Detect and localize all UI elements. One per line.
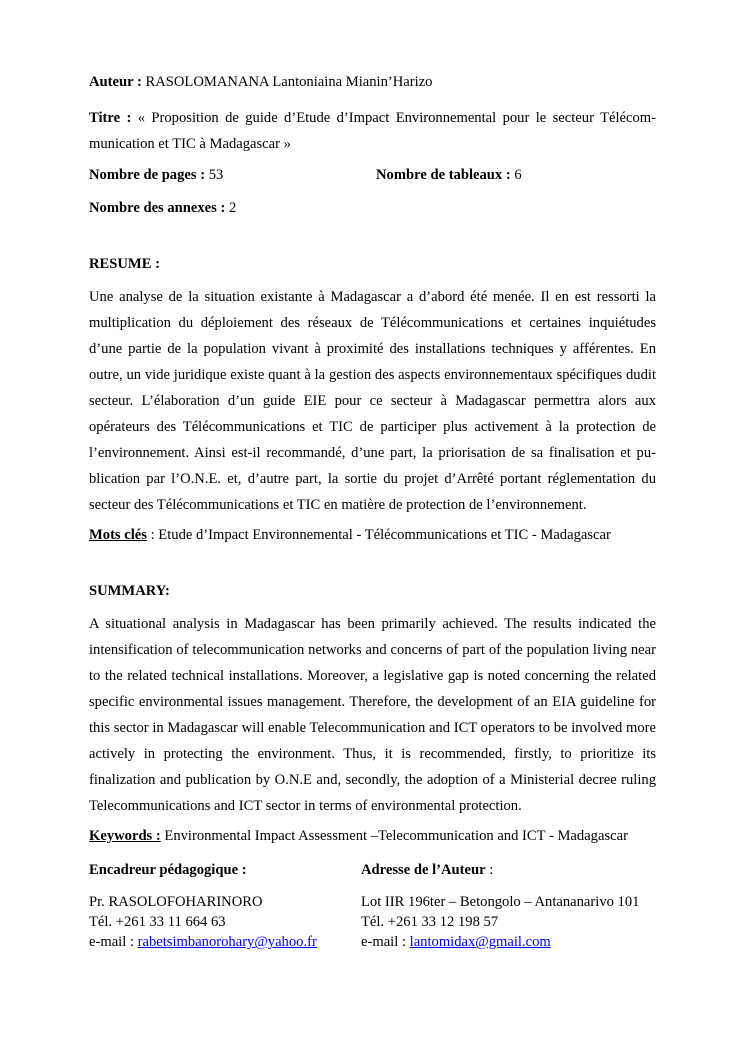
resume-keywords-value: : Etude d’Impact Environnemental - Télécommunications et TIC - Madagascar bbox=[150, 527, 611, 543]
document-page bbox=[89, 72, 656, 952]
resume-heading: RESUME : bbox=[89, 256, 160, 272]
tables-value: 6 bbox=[514, 167, 522, 183]
pages-label: Nombre de pages : bbox=[89, 167, 206, 183]
supervisor-details bbox=[89, 892, 361, 952]
title-block bbox=[89, 105, 656, 157]
pages-count bbox=[89, 165, 376, 185]
annexes-label: Nombre des annexes : bbox=[89, 200, 226, 216]
author-email-line bbox=[361, 932, 639, 952]
pages-value: 53 bbox=[208, 167, 224, 183]
supervisor-name: Pr. RASOLOFOHARINORO bbox=[89, 894, 263, 910]
resume-text: Une analyse de la situation existante à Madagascar a d’abord été menée. Il en est ressorti la multiplication du déploiement des réseaux de Télécommunications et certaines inquiétudes d’une partie de la population vivant à proximité des installations techniques y afférentes. En outre, un vide juridique existe quant à la gestion des aspects environnementaux spécifiques dudit secteur. L’élaboration d’un guide EIE pour ce secteur à Madagascar permettra alors aux opérateurs des Télécommunications et TIC de participer plus activement à la protection de l’environnement. Ainsi est-il recommandé, d’une part, la priorisation de sa finalisation et publication par l’O.N.E. et, d’autre part, la sortie du projet d’Arrêté portant réglementation du secteur des Télécommunications et TIC en matière de protection de l’environnement. bbox=[89, 289, 656, 513]
tables-label: Nombre de tableaux : bbox=[376, 167, 511, 183]
contacts-heading-row bbox=[89, 860, 656, 880]
title-line-1 bbox=[89, 105, 656, 131]
annexes-value: 2 bbox=[229, 200, 237, 216]
author-label: Auteur : bbox=[89, 74, 142, 90]
author-email-link[interactable]: lantomidax@gmail.com bbox=[409, 934, 551, 950]
author-address-text: Lot IIR 196ter – Betongolo – Antananarivo 101 bbox=[361, 894, 640, 910]
contacts-details-row bbox=[89, 892, 656, 952]
author-line bbox=[89, 72, 656, 92]
author-address-heading: Adresse de l’Auteur bbox=[361, 862, 486, 878]
counts-row bbox=[89, 165, 656, 185]
annexes-line bbox=[89, 198, 656, 218]
title-value-line1: « Proposition de guide d’Etude d’Impact Environnemental pour le secteur Télécom- bbox=[137, 110, 656, 126]
author-address-details bbox=[361, 892, 639, 952]
supervisor-phone: Tél. +261 33 11 664 63 bbox=[89, 914, 226, 930]
resume-keywords-label: Mots clés bbox=[89, 527, 147, 543]
supervisor-email-label: e-mail : bbox=[89, 934, 138, 950]
summary-heading: SUMMARY: bbox=[89, 583, 170, 599]
title-line-2: munication et TIC à Madagascar » bbox=[89, 136, 291, 152]
summary-keywords bbox=[89, 826, 656, 846]
supervisor-email-link[interactable]: rabetsimbanorohary@yahoo.fr bbox=[137, 934, 317, 950]
author-address-heading-suffix: : bbox=[485, 862, 494, 878]
summary-keywords-value: Environmental Impact Assessment –Telecommunication and ICT - Madagascar bbox=[160, 828, 628, 844]
title-label: Titre : bbox=[89, 110, 132, 126]
supervisor-email-line bbox=[89, 932, 361, 952]
author-value: RASOLOMANANA Lantoniaina Mianin’Harizo bbox=[145, 74, 433, 90]
summary-text: A situational analysis in Madagascar has been primarily achieved. The results indicated the intensification of telecommunication networks and concerns of part of the population living near to the related technical installations. Moreover, a legislative gap is noted concerning the related specific environmental issues management. Therefore, the development of an EIA guideline for this sector in Madagascar will enable Telecommunication and ICT operators to be involved more actively in protecting the environment. Thus, it is recommended, firstly, to prioritize its finalization and publication by O.N.E and, secondly, the adoption of a Ministerial decree ruling Telecommunications and ICT sector in terms of environmental protection. bbox=[89, 616, 656, 814]
author-address-phone: Tél. +261 33 12 198 57 bbox=[361, 914, 499, 930]
summary-keywords-label: Keywords : bbox=[89, 828, 161, 844]
supervisor-heading: Encadreur pédagogique : bbox=[89, 862, 247, 878]
resume-keywords bbox=[89, 525, 656, 545]
tables-count bbox=[376, 165, 522, 185]
author-address-heading-wrap bbox=[361, 860, 493, 880]
author-email-label: e-mail : bbox=[361, 934, 410, 950]
